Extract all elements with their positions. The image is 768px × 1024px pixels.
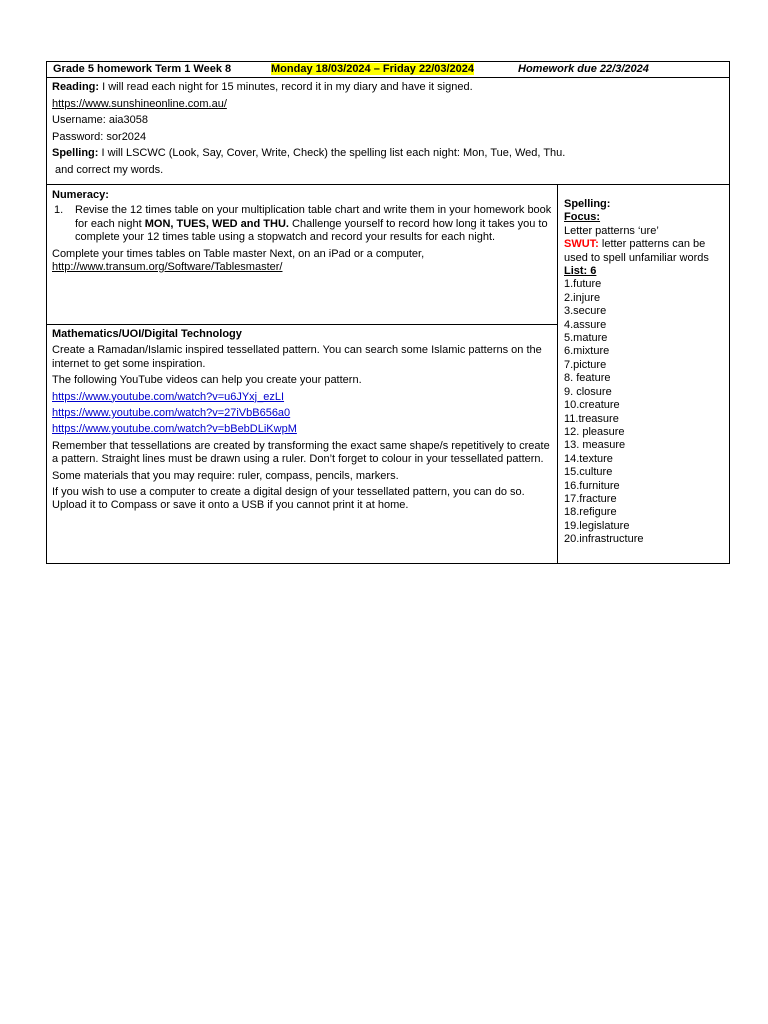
username-text: Username: aia3058 [52,114,149,127]
numeracy-complete: Complete your times tables on Table master Next, on an iPad or a computer, [52,247,425,260]
sunshine-link[interactable]: https://www.sunshineonline.com.au/ [52,97,227,110]
reading-line [47,79,729,96]
spelling-word: 9. closure [564,385,612,398]
swut-line [564,238,725,265]
spelling-panel [558,185,730,564]
focus-text: Letter patterns ‘ure’ [564,224,659,237]
reading-link-line [47,96,729,113]
spelling-word: 10.creature [564,399,620,412]
swut-label: SWUT: [564,238,599,251]
spelling-panel-label: Spelling: [564,198,611,210]
youtube-link-3[interactable]: https://www.youtube.com/watch?v=bBebDLiKwpM [52,423,297,436]
spelling-word: 19.legislature [564,519,630,532]
spelling-word: 18.refigure [564,506,617,519]
numeracy-item-bold: MON, TUES, WED and THU. [144,217,289,230]
correct-words-text: and correct my words. [55,163,164,176]
youtube-link-1[interactable]: https://www.youtube.com/watch?v=u6JYxj_ezLI [52,390,285,403]
header-due: Homework due 22/3/2024 [518,63,649,75]
numeracy-item [52,204,552,244]
numeracy-item-number: 1. [54,204,64,217]
maths-p3: Remember that tessellations are created by transforming the exact same shape/s repetitively to create a pattern. Straight lines must be drawn using a ruler. Don’t forget to colour in your tessellated pattern. [52,439,550,466]
spelling-word: 12. pleasure [564,425,625,438]
spelling-word: 15.culture [564,466,613,479]
spelling-word: 16.furniture [564,479,620,492]
spelling-word: 17.fracture [564,492,617,505]
maths-p2: The following YouTube videos can help you create your pattern. [52,374,362,387]
swut-text: letter patterns can be used to spell unfamiliar words [564,238,709,264]
reading-text: I will read each night for 15 minutes, record it in my diary and have it signed. [99,81,473,93]
tablesmaster-link[interactable]: http://www.transum.org/Software/Tablesmaster/ [52,261,283,274]
numeracy-label: Numeracy: [52,189,109,201]
spelling-word: 11.treasure [564,412,619,425]
maths-p4: Some materials that you may require: ruler, compass, pencils, markers. [52,469,399,482]
youtube-link-2[interactable]: https://www.youtube.com/watch?v=27iVbB656a0 [52,407,291,420]
spelling-word: 5.mature [564,332,608,345]
password-text: Password: sor2024 [52,130,147,143]
spelling-word: 3.secure [564,305,607,318]
spelling-word: 13. measure [564,439,626,452]
list-label: List: 6 [564,265,597,278]
spelling-word: 7.picture [564,358,607,371]
spelling-label: Spelling: [52,147,99,160]
focus-label: Focus: [564,211,601,224]
numeracy-item-post: Challenge yourself to record how long it takes you to complete your 12 times table using a stopwatch and record your results for each night. [75,217,548,244]
spelling-word: 4.assure [564,318,607,331]
header-title: Grade 5 homework Term 1 Week 8 [53,63,232,75]
reading-label: Reading: [52,81,100,93]
maths-label: Mathematics/UOI/Digital Technology [52,328,242,340]
reading-cell [47,78,730,185]
spelling-word: 14.texture [564,452,613,465]
spelling-word: 8. feature [564,372,611,385]
numeracy-list [52,204,552,244]
maths-p1: Create a Ramadan/Islamic inspired tessellated pattern. You can search some Islamic patterns on the internet to get some inspiration. [52,344,542,370]
homework-sheet [46,61,729,564]
header-row [47,62,730,78]
spelling-word: 6.mixture [564,345,610,358]
numeracy-item-pre: Revise the 12 times table on your multiplication table chart and write them in your homework book for each night [75,204,552,230]
maths-p5: If you wish to use a computer to create a digital design of your tessellated pattern, you can do so. Upload it to Compass or save it onto a USB if you cannot print it at home. [52,486,525,512]
homework-table [46,61,730,564]
spelling-line [47,145,729,162]
header-dates: Monday 18/03/2024 – Friday 22/03/2024 [271,63,475,75]
maths-cell [47,325,558,564]
spelling-word: 1.future [564,278,602,291]
spelling-word: 20.infrastructure [564,533,644,546]
spelling-word-list [564,278,725,546]
spelling-text: I will LSCWC (Look, Say, Cover, Write, Check) the spelling list each night: Mon, Tue, Wed, Thu. [98,147,566,160]
spelling-word: 2.injure [564,291,601,304]
numeracy-cell [47,185,558,325]
